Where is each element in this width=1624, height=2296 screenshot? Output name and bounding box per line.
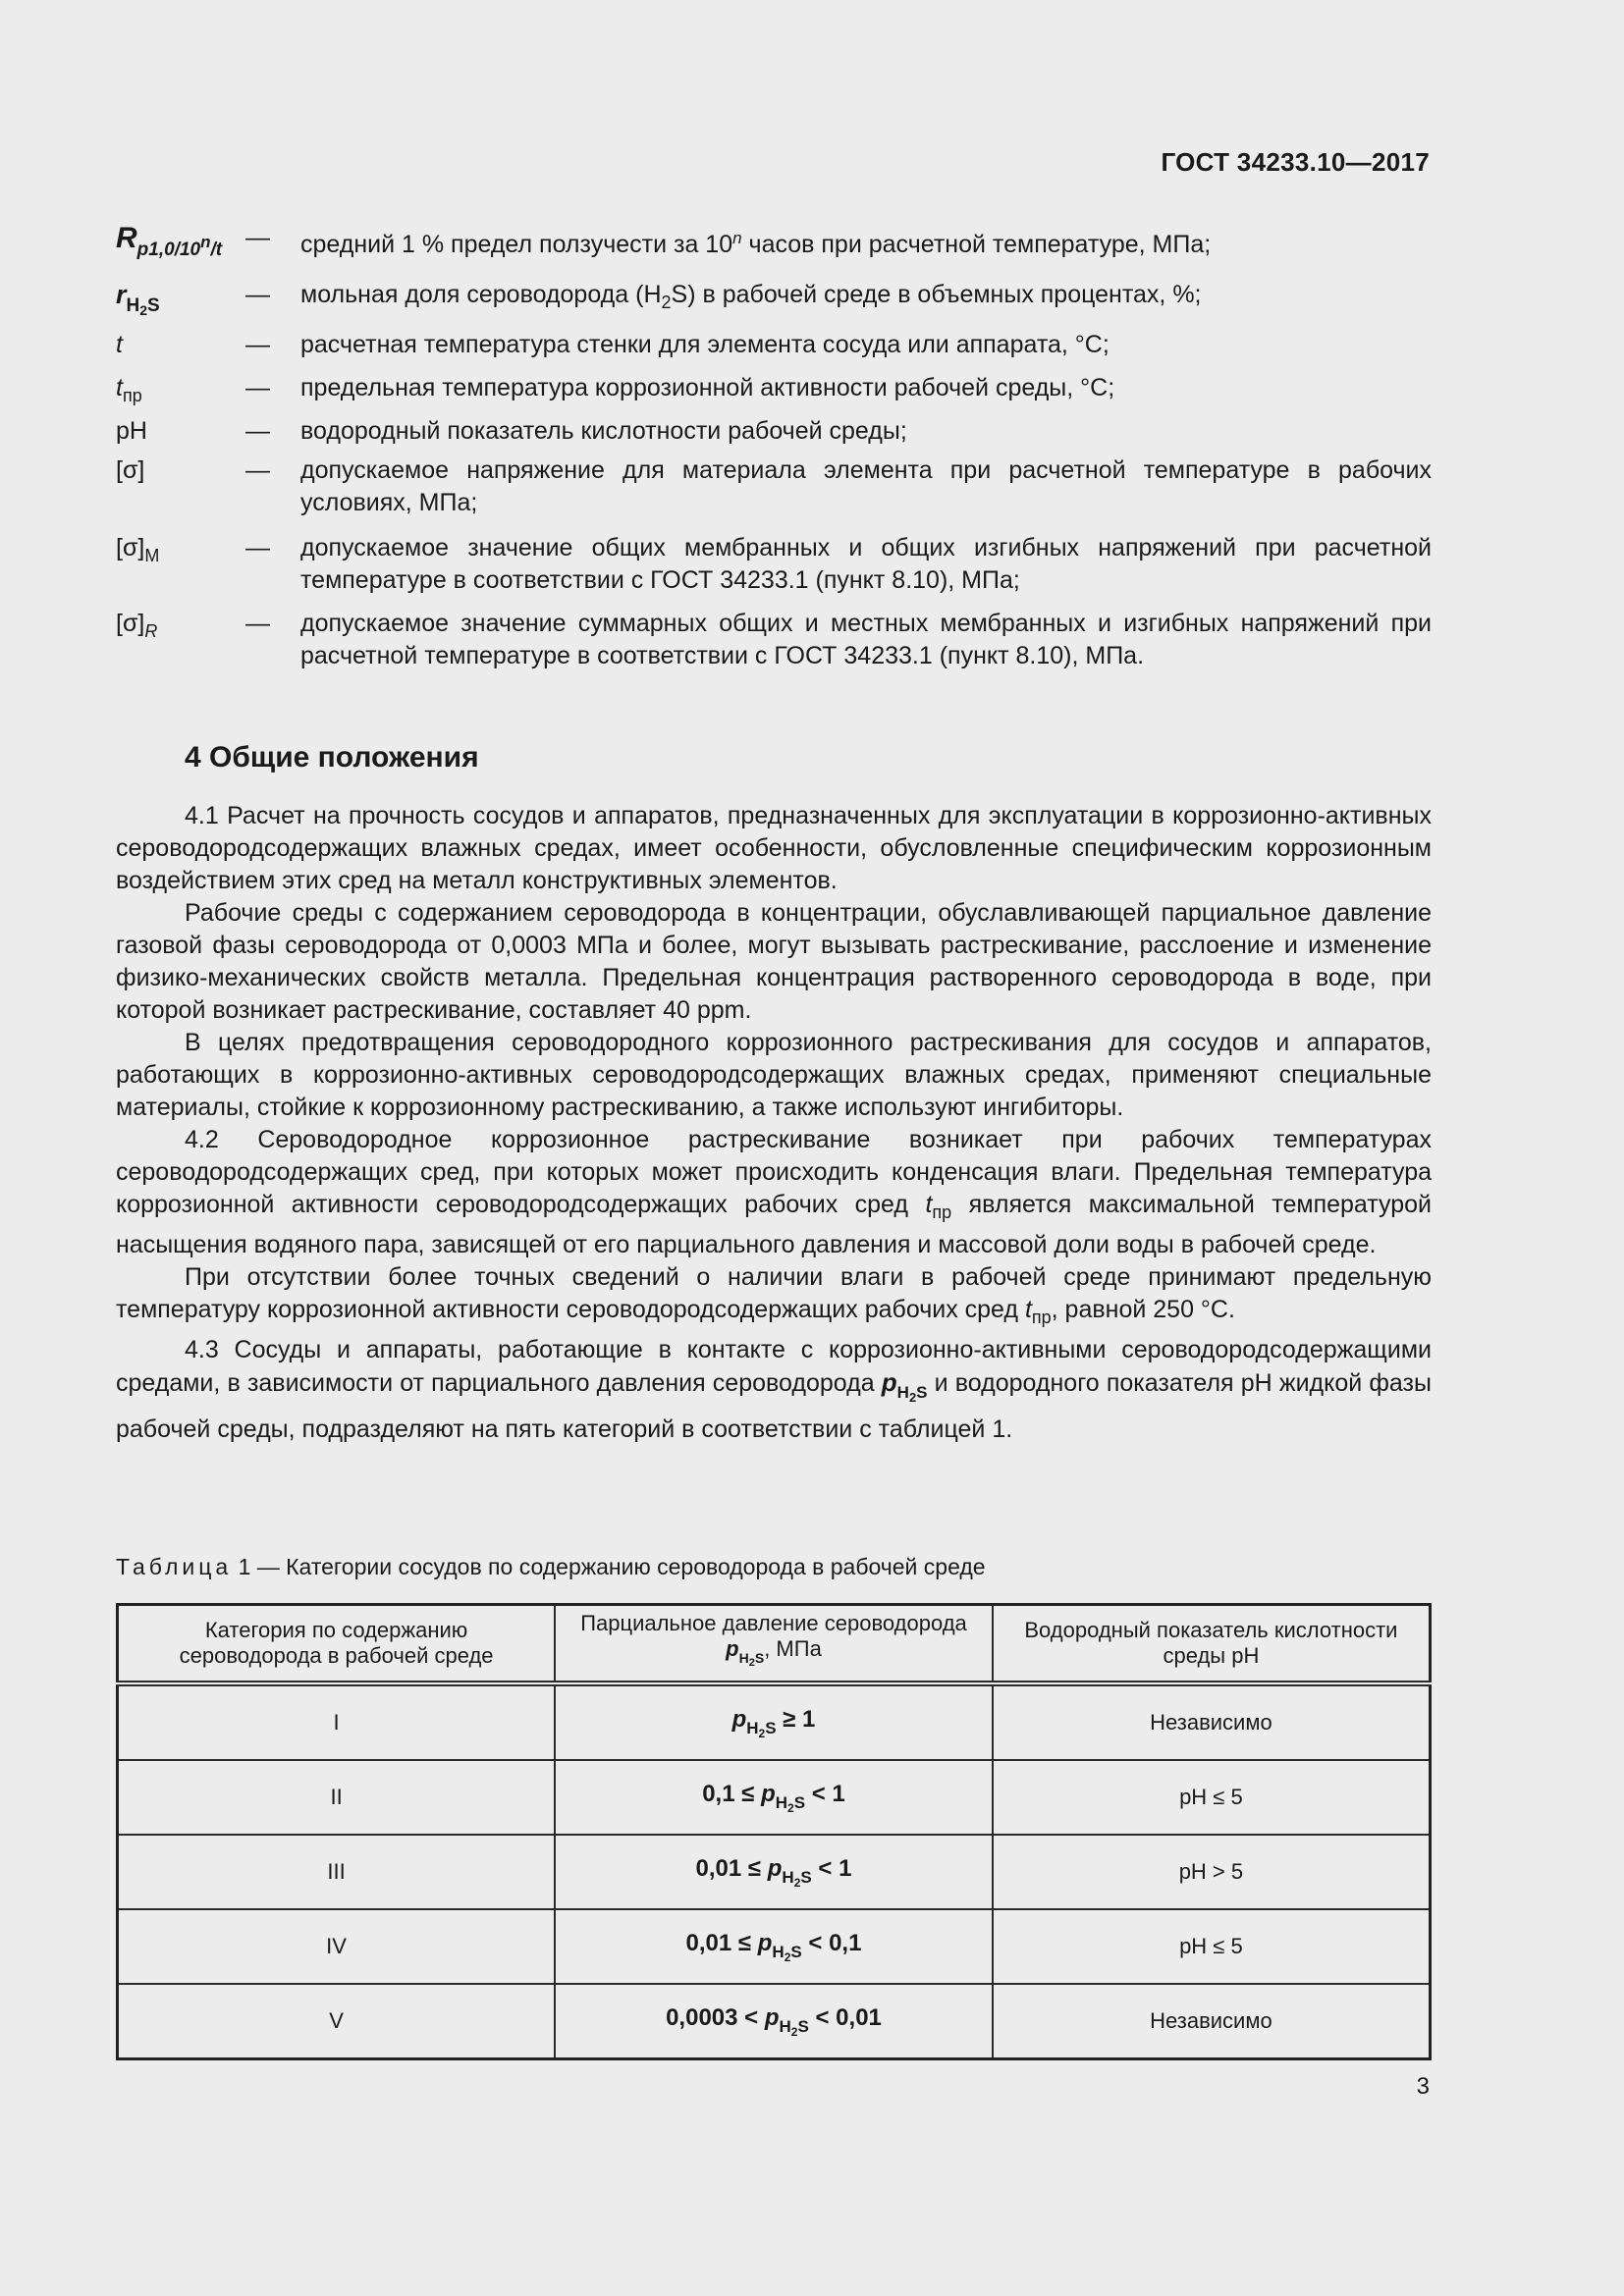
definition-text: предельная температура коррозионной активности рабочей среды, °С; xyxy=(300,374,1115,401)
definition-symbol: $R_{p1,0/10n/t}$ xyxy=(116,222,223,260)
definition-symbol: t xyxy=(116,331,123,358)
definition-dash: — xyxy=(245,417,270,445)
definition-dash: — xyxy=(245,331,270,358)
page-number: 3 xyxy=(1416,2073,1430,2100)
table-row xyxy=(118,1760,1431,1835)
table-header-cell: Водородный показатель кислотности среды pH xyxy=(993,1605,1431,1684)
paragraph: 4.3 Сосуды и аппараты, работающие в контакте с коррозионно-активными сероводородсодержащими средами, в зависимости от парциального давления сероводорода $p_{H_2S}$ и водородного показателя pH жидкой фазы рабочей среды, подразделяют на пять категорий в соответствии с таблицей 1. xyxy=(116,1336,1432,1443)
definition-dash: — xyxy=(245,374,270,401)
definition-dash: — xyxy=(245,281,270,308)
definition-symbol: [σ] xyxy=(116,456,145,484)
table-row xyxy=(118,1683,1431,1760)
definition-dash: — xyxy=(245,534,270,561)
table-header-cell: Парциальное давление сероводорода $p_{H_2S}$, МПа xyxy=(555,1605,993,1684)
table-cell: Независимо xyxy=(993,1984,1431,2059)
categories-table xyxy=(116,1603,1432,2060)
table-cell: $0,01 \le p_{H_2S} < 1$ xyxy=(555,1835,993,1909)
definitions-list xyxy=(116,222,1432,672)
definition-symbol: $[\sigma]_M$ xyxy=(116,534,160,565)
table-cell: III xyxy=(118,1835,556,1909)
table-cell: I xyxy=(118,1683,556,1760)
definition-dash: — xyxy=(245,224,270,251)
definition-text: допускаемое напряжение для материала элемента при расчетной температуре в рабочих условиях, МПа; xyxy=(300,456,1432,516)
paragraph: Рабочие среды с содержанием сероводорода в концентрации, обуславливающей парциальное давление газовой фазы сероводорода от 0,0003 МПа и более, могут вызывать растрескивание, расслоение и изменение физико-механических свойств металла. Предельная концентрация растворенного сероводорода в воде, при которой возникает растрескивание, составляет 40 ppm. xyxy=(116,899,1432,1024)
definition-symbol: $r_{H_2S}$ xyxy=(116,280,160,318)
table-cell: IV xyxy=(118,1909,556,1984)
definition-symbol: $[\sigma]_R$ xyxy=(116,610,158,641)
body-text xyxy=(116,800,1432,1446)
standard-number: ГОСТ 34233.10—2017 xyxy=(1161,147,1430,177)
paragraph: 4.1 Расчет на прочность сосудов и аппаратов, предназначенных для эксплуатации в коррозионно-активных сероводородсодержащих влажных средах, имеет особенности, обусловленные специфическим коррозионным воздействием этих сред на металл конструктивных элементов. xyxy=(116,802,1432,894)
definition-row xyxy=(116,372,1432,415)
table-cell: $0,0003 < p_{H_2S} < 0,01$ xyxy=(555,1984,993,2059)
definition-symbol: pH xyxy=(116,417,147,445)
definition-dash: — xyxy=(245,456,270,484)
definition-dash: — xyxy=(245,610,270,637)
definition-text: расчетная температура стенки для элемента сосуда или аппарата, °С; xyxy=(300,331,1110,358)
paragraph: 4.2 Сероводородное коррозионное растрескивание возникает при рабочих температурах сероводородсодержащих сред, при которых может происходить конденсация влаги. Предельная температура коррозионной активности сероводородсодержащих рабочих сред $t_{пр}$ является максимальной температурой насыщения водяного пара, зависящей от его парциального давления и массовой доли воды в рабочей среде. xyxy=(116,1126,1432,1258)
definition-symbol: $t_{пр}$ xyxy=(116,374,142,405)
definition-row xyxy=(116,532,1432,608)
table-row xyxy=(118,1909,1431,1984)
table-row xyxy=(118,1835,1431,1909)
paragraph: При отсутствии более точных сведений о наличии влаги в рабочей среде принимают предельную температуру коррозионной активности сероводородсодержащих рабочих сред $t_{пр}$, равной 250 °С. xyxy=(116,1263,1432,1327)
table-caption: Таблица 1 — Категории сосудов по содержанию сероводорода в рабочей среде xyxy=(116,1554,986,1579)
table-cell: V xyxy=(118,1984,556,2059)
table-cell: II xyxy=(118,1760,556,1835)
table-row xyxy=(118,1984,1431,2059)
table-header-row xyxy=(118,1605,1431,1684)
definition-row xyxy=(116,329,1432,372)
definition-row xyxy=(116,608,1432,672)
definition-text: мольная доля сероводорода $(H_2S)$ в рабочей среде в объемных процентах, %; xyxy=(300,281,1202,312)
definition-text: допускаемое значение общих мембранных и общих изгибных напряжений при расчетной температуре в соответствии с ГОСТ 34233.1 (пункт 8.10), МПа; xyxy=(300,534,1432,594)
table-cell: pH ≤ 5 xyxy=(993,1760,1431,1835)
definition-row xyxy=(116,415,1432,454)
definition-row xyxy=(116,454,1432,532)
definition-text: водородный показатель кислотности рабочей среды; xyxy=(300,417,907,445)
table-cell: pH ≤ 5 xyxy=(993,1909,1431,1984)
table-cell: $p_{H_2S} \ge 1$ xyxy=(555,1683,993,1760)
table-cell: $0,01 \le p_{H_2S} < 0,1$ xyxy=(555,1909,993,1984)
table-cell: Независимо xyxy=(993,1683,1431,1760)
table-header-cell: Категория по содержанию сероводорода в рабочей среде xyxy=(118,1605,556,1684)
paragraph: В целях предотвращения сероводородного коррозионного растрескивания для сосудов и аппаратов, работающих в коррозионно-активных сероводородсодержащих влажных средах, применяют специальные материалы, стойкие к коррозионному растрескиванию, а также используют ингибиторы. xyxy=(116,1029,1432,1121)
table-cell: $0,1 \le p_{H_2S} < 1$ xyxy=(555,1760,993,1835)
section-title: 4 Общие положения xyxy=(185,741,479,774)
table-cell: pH > 5 xyxy=(993,1835,1431,1909)
definition-row xyxy=(116,222,1432,279)
definition-text: средний 1 % предел ползучести за 10$^n$ часов при расчетной температуре, МПа; xyxy=(300,229,1212,258)
definition-text: допускаемое значение суммарных общих и местных мембранных и изгибных напряжений при расчетной температуре в соответствии с ГОСТ 34233.1 (пункт 8.10), МПа. xyxy=(300,610,1432,669)
definition-row xyxy=(116,279,1432,329)
